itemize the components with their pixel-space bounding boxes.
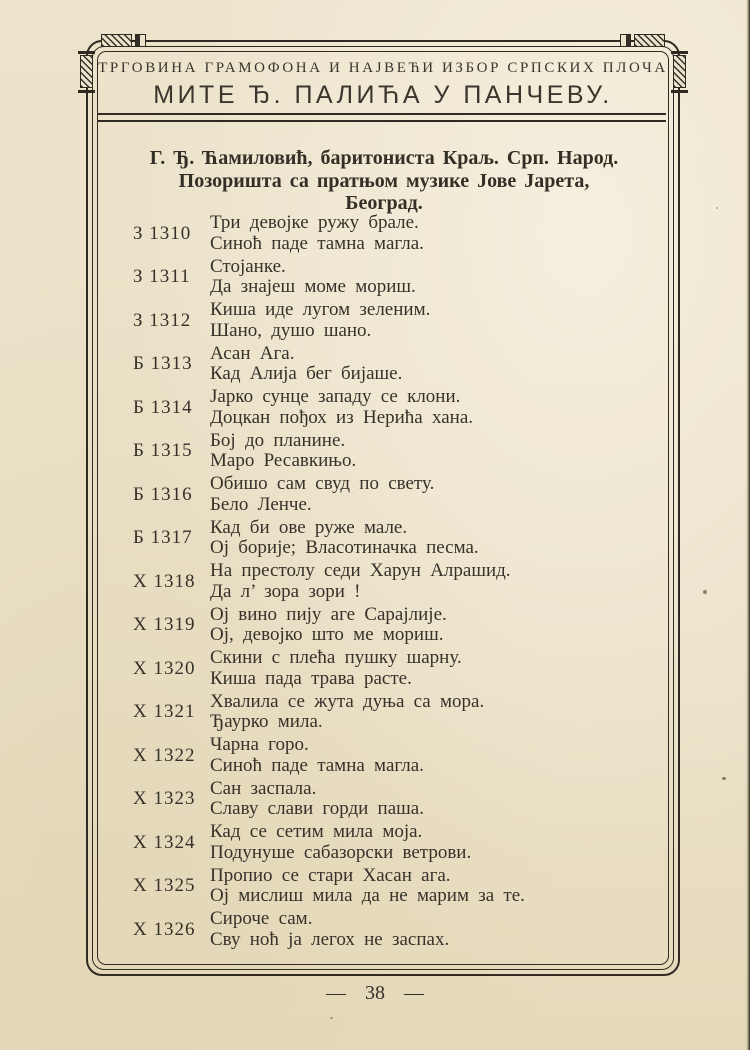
record-catalog-number: Х 1324 xyxy=(133,831,196,853)
record-title-side-b: Подунуше сабазорски ветрови. xyxy=(210,841,472,863)
record-catalog-number: Х 1321 xyxy=(133,701,196,722)
record-row xyxy=(133,779,661,820)
record-titles xyxy=(210,474,661,515)
record-catalog-number: Б 1313 xyxy=(133,353,193,374)
record-title-side-a: Бој до планине. xyxy=(210,429,346,451)
record-catalog-number: З 1311 xyxy=(133,266,191,287)
paper-speck xyxy=(716,207,718,209)
corner-ornament-hatch-top-right xyxy=(634,34,665,47)
record-catalog-number: Х 1326 xyxy=(133,918,196,940)
record-title-side-b: Маро Ресавкињо. xyxy=(210,450,357,471)
record-catalog-number: Б 1317 xyxy=(133,527,193,548)
record-row xyxy=(133,866,661,907)
store-header-line: ТРГОВИНА ГРАМОФОНА И НАЈВЕЋИ ИЗБОР СРПСКИХ ПЛОЧА xyxy=(98,60,668,76)
record-catalog-number: З 1310 xyxy=(133,222,192,244)
record-title-side-b: Сву ноћ ја легох не заспах. xyxy=(210,928,450,950)
record-catalog-number: Б 1315 xyxy=(133,440,193,461)
record-row xyxy=(133,648,661,689)
record-titles xyxy=(210,431,661,472)
record-row xyxy=(133,518,661,559)
record-list xyxy=(133,213,661,953)
section-heading-line-2: Позоришта са пратњом музике Јове Јарета, xyxy=(178,169,590,192)
record-row xyxy=(133,344,661,385)
record-title-side-a: Три девојке ружу брале. xyxy=(210,212,419,233)
record-row xyxy=(133,605,661,646)
record-row xyxy=(133,692,661,733)
record-titles xyxy=(210,518,661,559)
record-title-side-b: Ој борије; Власотиначка песма. xyxy=(210,537,479,558)
record-row xyxy=(133,822,661,863)
paper-speck xyxy=(703,590,707,594)
record-row xyxy=(133,213,661,254)
record-title-side-b: Ој, девојко што ме мориш. xyxy=(210,624,444,645)
record-titles xyxy=(210,605,661,646)
record-catalog-number: Б 1314 xyxy=(133,396,193,418)
record-titles xyxy=(210,213,661,254)
record-row xyxy=(133,387,661,428)
page-number: — 38 — xyxy=(326,982,424,1004)
header-separator-rule xyxy=(98,113,666,122)
record-title-side-a: Пропио се стари Хасан ага. xyxy=(210,864,451,886)
record-title-side-a: Ој вино пију аге Сарајлије. xyxy=(210,603,447,625)
record-catalog-number: Х 1323 xyxy=(133,788,196,809)
record-title-side-a: Стојанке. xyxy=(210,255,286,277)
record-catalog-number: Х 1325 xyxy=(133,875,196,896)
section-heading-line-1: Г. Ђ. Ћамиловић, баритониста Краљ. Срп. Народ. xyxy=(149,147,619,169)
record-titles xyxy=(210,735,661,776)
store-name-line: МИТЕ Ђ. ПАЛИЋА У ПАНЧЕВУ. xyxy=(153,81,613,109)
record-title-side-b: Синоћ паде тамна магла. xyxy=(210,754,424,776)
record-catalog-number: Х 1319 xyxy=(133,614,196,635)
record-titles xyxy=(210,257,661,298)
record-title-side-a: Асан Ага. xyxy=(210,342,295,364)
record-row xyxy=(133,909,661,950)
record-title-side-b: Славу слави горди паша. xyxy=(210,798,424,819)
record-title-side-a: Сан заспала. xyxy=(210,777,317,799)
record-row xyxy=(133,257,661,298)
corner-ornament-box-top-right xyxy=(620,34,631,47)
record-title-side-a: Чарна горо. xyxy=(210,734,309,755)
corner-ornament-tick xyxy=(78,51,95,54)
record-title-side-a: Скини с плећа пушку шарну. xyxy=(210,647,462,668)
record-titles xyxy=(210,344,661,385)
record-title-side-b: Киша пада трава расте. xyxy=(210,667,412,689)
record-title-side-a: Обишо сам свуд по свету. xyxy=(210,473,435,494)
record-title-side-b: Шано, душо шано. xyxy=(210,319,372,341)
record-catalog-number: З 1312 xyxy=(133,309,192,331)
section-heading-line-3: Београд. xyxy=(345,192,423,214)
record-titles xyxy=(210,822,661,863)
record-title-side-b: Синоћ паде тамна магла. xyxy=(210,232,424,254)
record-title-side-b: Да л’ зора зори ! xyxy=(210,580,361,602)
record-catalog-number: Б 1316 xyxy=(133,483,193,505)
record-title-side-a: Сироче сам. xyxy=(210,908,313,929)
record-titles xyxy=(210,779,661,820)
record-titles xyxy=(210,909,661,950)
paper-speck xyxy=(330,1017,333,1019)
record-row xyxy=(133,474,661,515)
record-titles xyxy=(210,866,661,907)
record-title-side-b: Бело Ленче. xyxy=(210,493,312,515)
scan-edge-shadow xyxy=(746,0,750,1050)
record-title-side-b: Доцкан пођох из Нерића хана. xyxy=(210,406,474,428)
record-title-side-b: Ој мислиш мила да не марим за те. xyxy=(210,885,525,906)
record-title-side-a: Киша иде лугом зеленим. xyxy=(210,299,431,320)
record-row xyxy=(133,300,661,341)
record-titles xyxy=(210,387,661,428)
record-title-side-a: Хвалила се жута дуња са мора. xyxy=(210,690,485,712)
record-title-side-a: На престолу седи Харун Алрашид. xyxy=(210,560,511,581)
corner-ornament-hatch-top-left xyxy=(101,34,132,47)
record-catalog-number: Х 1320 xyxy=(133,657,196,679)
record-titles xyxy=(210,300,661,341)
record-titles xyxy=(210,648,661,689)
corner-ornament-box-top-left xyxy=(135,34,146,47)
record-titles xyxy=(210,561,661,602)
record-title-side-b: Кад Алија бег бијаше. xyxy=(210,363,403,384)
record-title-side-a: Кад би ове руже мале. xyxy=(210,516,408,538)
record-catalog-number: Х 1318 xyxy=(133,570,196,592)
record-row xyxy=(133,561,661,602)
record-title-side-b: Ђаурко мила. xyxy=(210,711,323,732)
section-heading xyxy=(108,147,660,215)
record-title-side-b: Да знајеш моме мориш. xyxy=(210,276,416,297)
record-row xyxy=(133,735,661,776)
record-title-side-a: Јарко сунце западу се клони. xyxy=(210,386,461,407)
record-titles xyxy=(210,692,661,733)
record-title-side-a: Кад се сетим мила моја. xyxy=(210,821,423,842)
paper-speck xyxy=(722,777,726,780)
record-catalog-number: Х 1322 xyxy=(133,744,196,766)
corner-ornament-tick xyxy=(671,51,688,54)
record-row xyxy=(133,431,661,472)
